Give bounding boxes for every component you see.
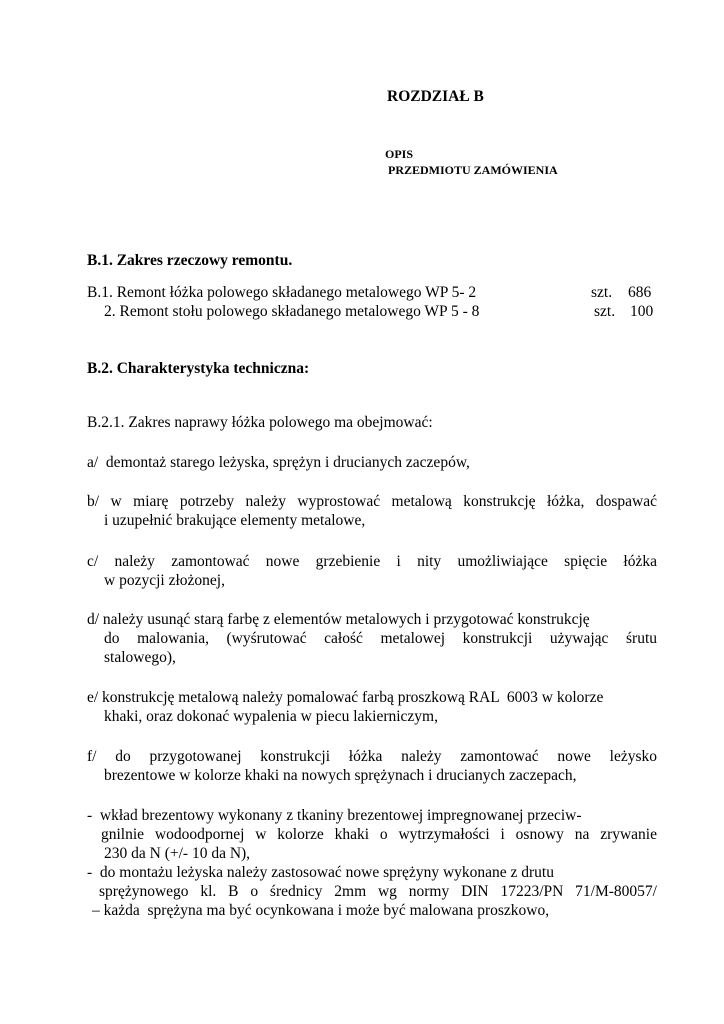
section-b2-heading: B.2. Charakterystyka techniczna:	[87, 360, 310, 377]
section-b1-heading: B.1. Zakres rzeczowy remontu.	[87, 252, 293, 269]
item-e-line2: khaki, oraz dokonać wypalenia w piecu lakierniczym,	[104, 708, 438, 725]
item-d-line3: stalowego),	[104, 649, 176, 666]
item-1-qty: 686	[628, 284, 652, 301]
bullet-2-line1: - do montażu leżyska należy zastosować nowe sprężyny wykonane z drutu	[87, 864, 554, 881]
item-1-text: B.1. Remont łóżka polowego składanego metalowego WP 5- 2	[87, 284, 477, 301]
bullet-1-line3: 230 da N (+/- 10 da N),	[104, 845, 251, 862]
item-2-unit: szt.	[594, 303, 616, 320]
item-1-unit: szt.	[591, 284, 613, 301]
subject-label: PRZEDMIOTU ZAMÓWIENIA	[388, 163, 558, 177]
bullet-2-line2: sprężynowego kl. B o średnicy 2mm wg normy DIN 17223/PN 71/M-80057/	[99, 883, 657, 900]
bullet-1-line2: gnilnie wodoodpornej w kolorze khaki o wytrzymałości i osnowy na zrywanie	[101, 826, 657, 843]
item-b-line2: i uzupełnić brakujące elementy metalowe,	[104, 512, 366, 529]
item-a: a/ demontaż starego leżyska, sprężyn i drucianych zaczepów,	[87, 454, 470, 471]
bullet-2-line3: – każda sprężyna ma być ocynkowana i może być malowana proszkowo,	[92, 902, 550, 919]
item-e-line1: e/ konstrukcję metalową należy pomalować farbą proszkową RAL 6003 w kolorze	[87, 689, 604, 706]
item-b-line1: b/ w miarę potrzeby należy wyprostować metalową konstrukcję łóżka, dospawać	[87, 493, 657, 510]
chapter-title: ROZDZIAŁ B	[387, 88, 484, 105]
item-2-text: 2. Remont stołu polowego składanego metalowego WP 5 - 8	[104, 303, 480, 320]
section-b21-intro: B.2.1. Zakres naprawy łóżka polowego ma obejmować:	[87, 414, 433, 431]
item-2-qty: 100	[630, 303, 654, 320]
opis-label: OPIS	[385, 147, 414, 161]
item-c-line2: w pozycji złożonej,	[104, 572, 225, 589]
bullet-1-line1: - wkład brezentowy wykonany z tkaniny brezentowej impregnowanej przeciw-	[87, 807, 582, 824]
item-d-line1: d/ należy usunąć starą farbę z elementów metalowych i przygotować konstrukcję	[87, 611, 590, 628]
item-d-line2: do malowania, (wyśrutować całość metalowej konstrukcji używając śrutu	[104, 630, 657, 647]
item-f-line1: f/ do przygotowanej konstrukcji łóżka należy zamontować nowe leżysko	[87, 748, 657, 765]
item-f-line2: brezentowe w kolorze khaki na nowych sprężynach i drucianych zaczepach,	[104, 767, 577, 784]
item-c-line1: c/ należy zamontować nowe grzebienie i nity umożliwiające spięcie łóżka	[87, 553, 657, 570]
